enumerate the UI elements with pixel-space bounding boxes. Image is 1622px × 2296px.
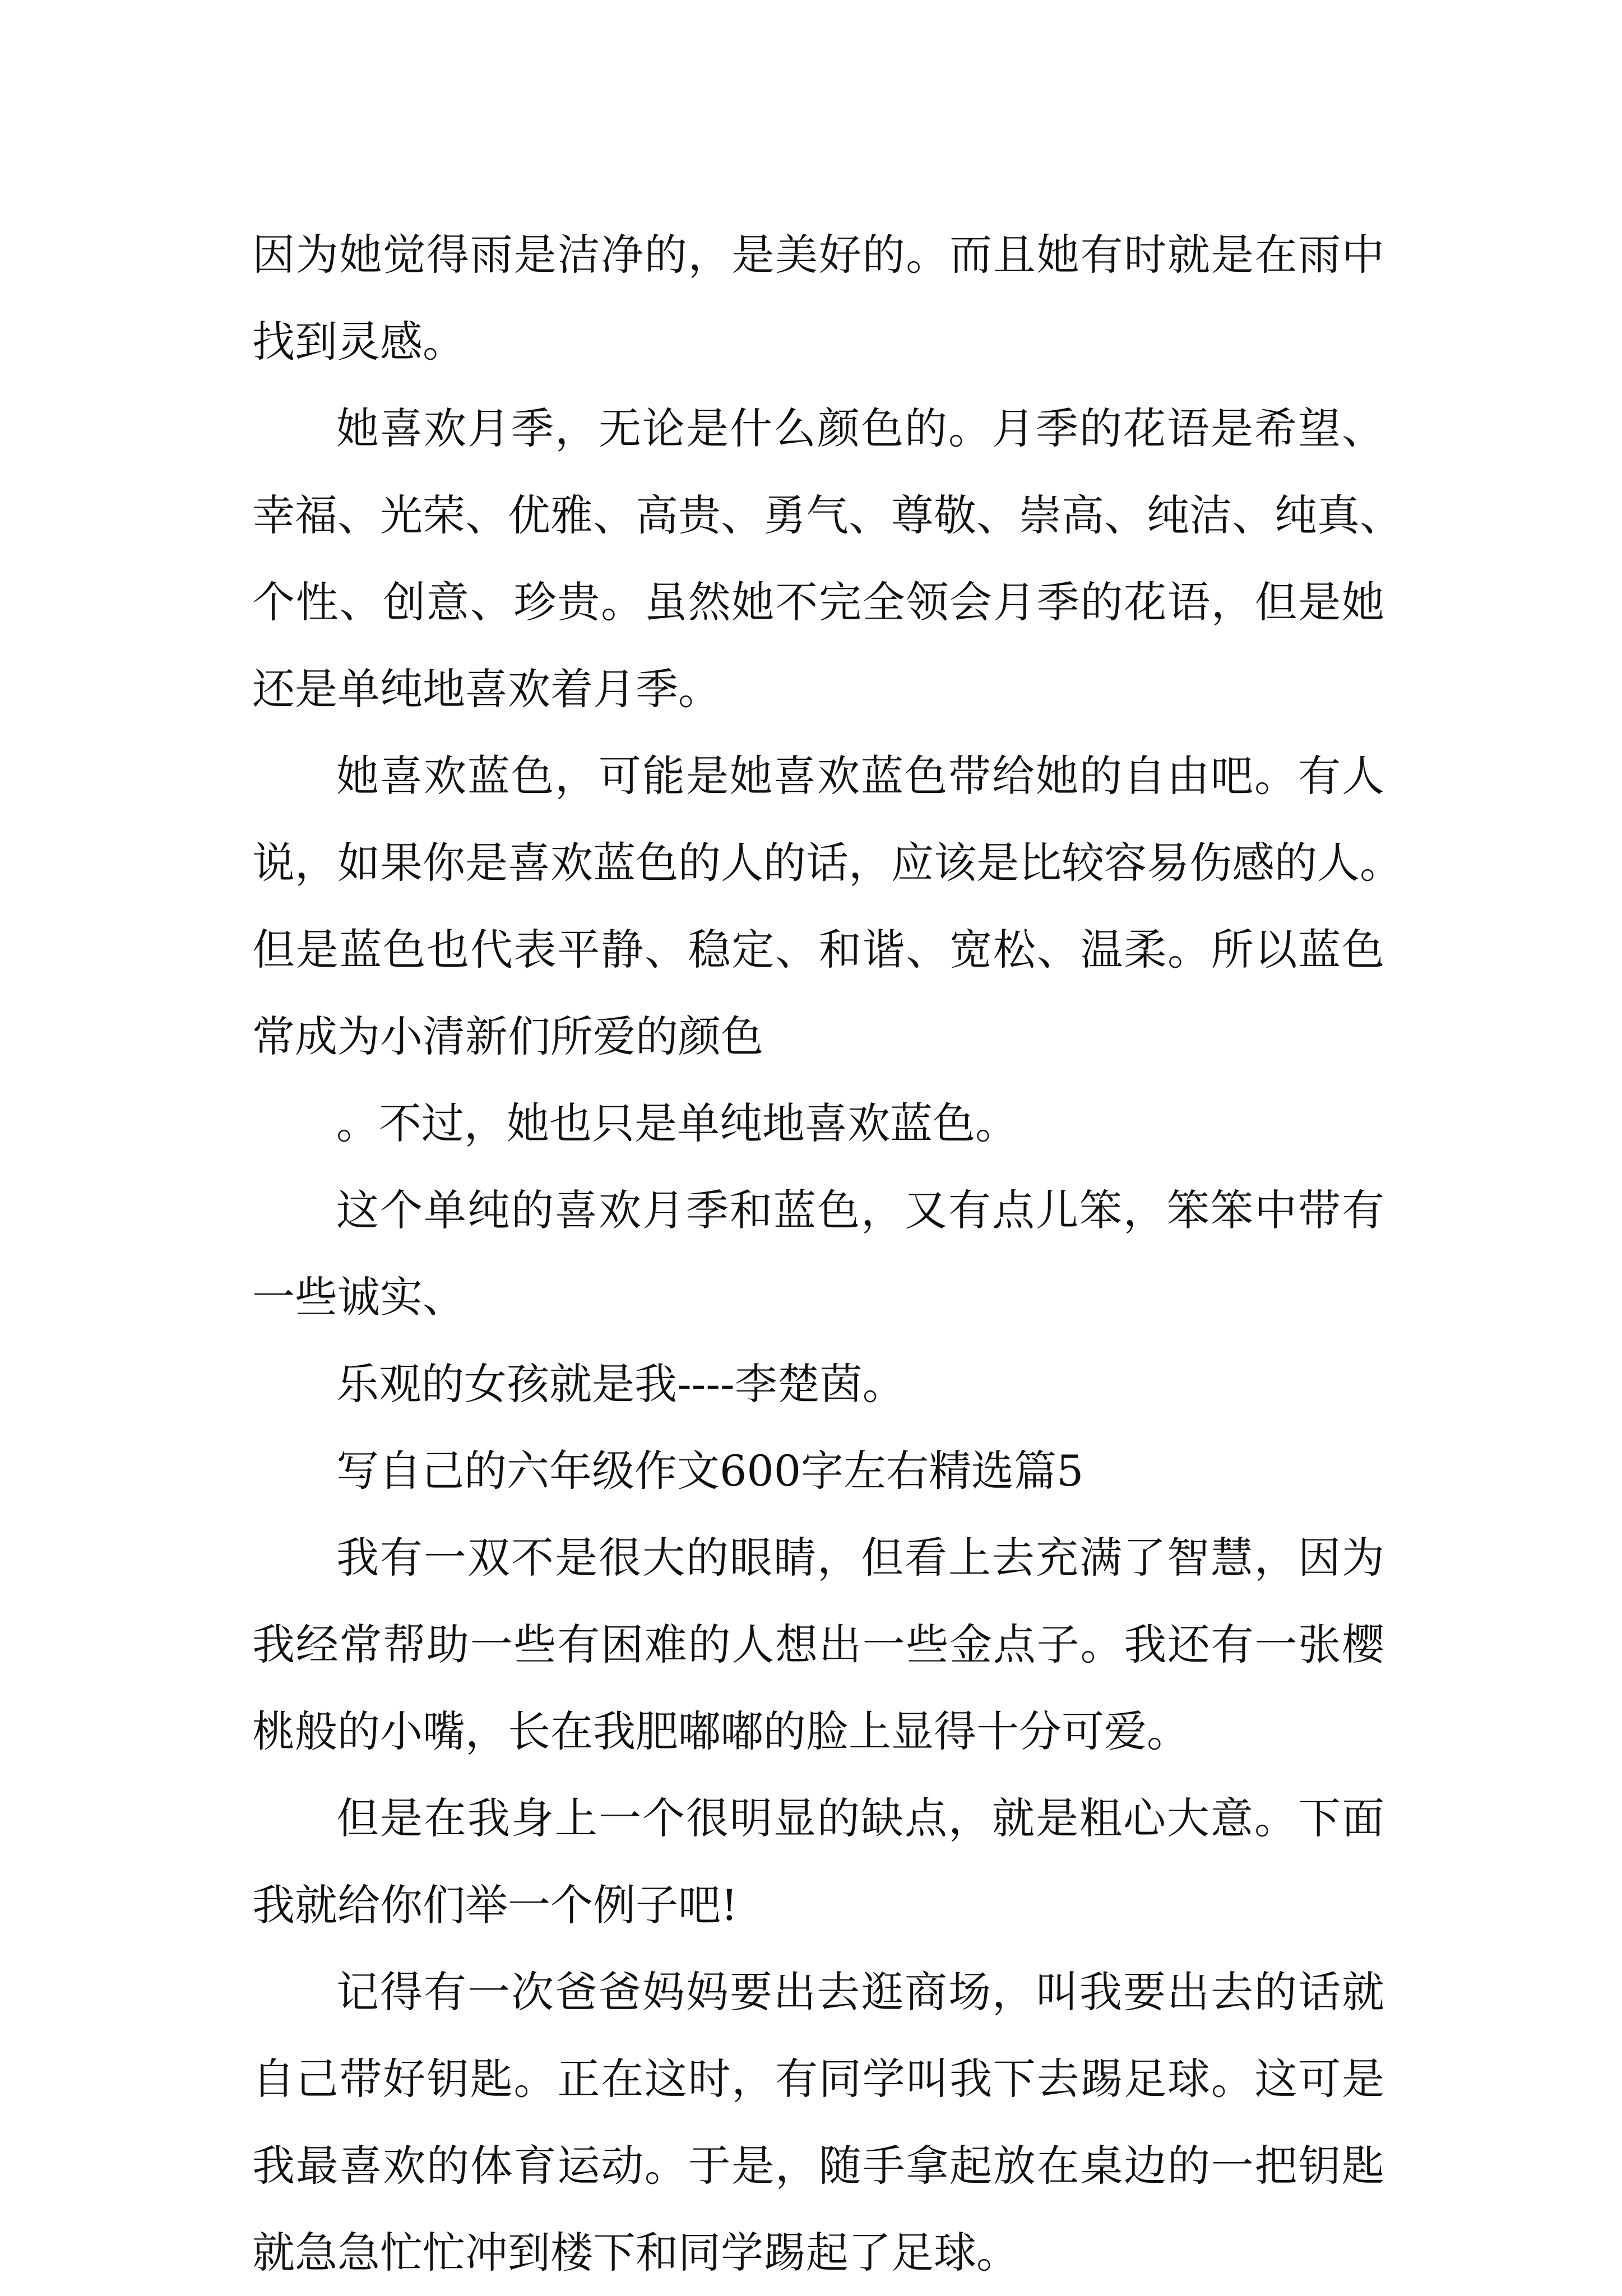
text-line: 就急急忙忙冲到楼下和同学踢起了足球。 (252, 2228, 1019, 2278)
text-line: 自己带好钥匙。正在这时，有同学叫我下去踢足球。这可是 (252, 2054, 1384, 2104)
text-line: 我有一双不是很大的眼睛，但看上去充满了智慧，因为 (336, 1533, 1384, 1583)
text-line: 乐观的女孩就是我----李楚茵。 (336, 1359, 905, 1409)
document-body (252, 211, 1402, 2296)
text-line: 这个单纯的喜欢月季和蓝色，又有点儿笨，笨笨中带有 (336, 1185, 1384, 1235)
text-line: 。不过，她也只是单纯地喜欢蓝色。 (336, 1098, 1018, 1148)
text-line: 个性、创意、珍贵。虽然她不完全领会月季的花语，但是她 (252, 577, 1384, 627)
text-line: 我最喜欢的体育运动。于是，随手拿起放在桌边的一把钥匙 (252, 2141, 1384, 2191)
text-line: 因为她觉得雨是洁净的，是美好的。而且她有时就是在雨中 (252, 230, 1384, 280)
text-line: 说，如果你是喜欢蓝色的人的话，应该是比较容易伤感的人。 (252, 838, 1402, 888)
text-line: 记得有一次爸爸妈妈要出去逛商场，叫我要出去的话就 (336, 1967, 1384, 2017)
text-line: 我经常帮助一些有困难的人想出一些金点子。我还有一张樱 (252, 1620, 1384, 1669)
text-line: 还是单纯地喜欢着月季。 (252, 664, 721, 714)
text-line: 但是蓝色也代表平静、稳定、和谐、宽松、温柔。所以蓝色 (252, 925, 1384, 975)
text-line: 她喜欢月季，无论是什么颜色的。月季的花语是希望、 (336, 403, 1384, 453)
text-line: 她喜欢蓝色，可能是她喜欢蓝色带给她的自由吧。有人 (336, 751, 1384, 801)
text-line: 我就给你们举一个例子吧! (252, 1880, 738, 1930)
text-line: 但是在我身上一个很明显的缺点，就是粗心大意。下面 (336, 1793, 1384, 1843)
text-line: 找到灵感。 (252, 317, 465, 367)
text-line: 一些诚实、 (252, 1272, 465, 1322)
text-line: 桃般的小嘴，长在我肥嘟嘟的脸上显得十分可爱。 (252, 1706, 1189, 1756)
text-line: 常成为小清新们所爱的颜色 (252, 1012, 763, 1061)
text-line: 幸福、光荣、优雅、高贵、勇气、尊敬、崇高、纯洁、纯真、 (252, 490, 1402, 540)
text-line: 写自己的六年级作文600字左右精选篇5 (336, 1446, 1084, 1496)
